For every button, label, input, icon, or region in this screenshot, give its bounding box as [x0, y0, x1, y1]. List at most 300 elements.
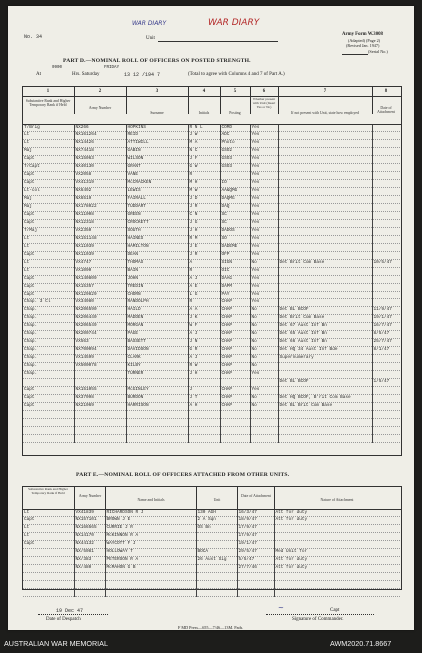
posted-cell: CHAP — [220, 347, 250, 355]
posted-cell: T/Brig — [23, 125, 74, 132]
posted-cell: Chap. — [23, 347, 74, 355]
posted-cell: HOPKINS — [126, 125, 188, 132]
posted-cell: J F — [188, 156, 220, 164]
posted-cell — [372, 251, 400, 259]
posted-cell: No — [250, 323, 278, 331]
posted-row — [23, 125, 400, 132]
posted-cell: Yes — [250, 188, 278, 196]
posted-cell: J H — [188, 227, 220, 235]
posted-cell: Capt — [23, 219, 74, 227]
signature-underline — [266, 614, 374, 615]
attached-row — [23, 525, 400, 533]
posted-row — [23, 355, 400, 363]
header-employment: If not present with Unit, state how employed — [291, 111, 359, 115]
attached-row — [23, 557, 400, 565]
attached-cell — [105, 581, 196, 589]
posted-cell: Photo — [220, 140, 250, 148]
posted-cell: VANE — [126, 172, 188, 180]
posted-cell — [220, 418, 250, 426]
attached-cell — [74, 573, 105, 581]
posted-cell: J H — [188, 371, 220, 379]
posted-cell — [250, 434, 278, 442]
form-number: Army Form W.3008 — [342, 32, 383, 37]
posted-cell — [23, 410, 74, 418]
posted-cell: REID — [126, 132, 188, 140]
posted-cell: A H — [188, 402, 220, 410]
posted-cell: Capt — [23, 251, 74, 259]
posted-cell — [278, 148, 372, 156]
form-revised: (Revised Jan. 1947) — [346, 43, 380, 48]
attached-cell: Att for duty — [274, 517, 400, 525]
posted-row — [23, 299, 400, 307]
posted-row — [23, 148, 400, 156]
posted-cell: THOMAS — [126, 259, 188, 267]
posted-cell: NX129829 — [74, 291, 126, 299]
posted-cell: Det 66 Aust Inf Bn — [278, 339, 372, 347]
posted-row — [23, 323, 400, 331]
colnum-4: 4 — [202, 89, 206, 94]
posted-cell: Lt — [23, 235, 74, 243]
handwritten-note: WAR DIARY — [132, 20, 167, 27]
posted-cell: McGINLEY — [126, 386, 188, 394]
posted-cell — [372, 363, 400, 371]
attached-cell: 2 A Sqn — [196, 517, 237, 525]
posted-cell: CHAP — [220, 402, 250, 410]
posted-cell: DADEME — [220, 243, 250, 251]
posted-cell: BAIN — [126, 267, 188, 275]
posted-cell — [74, 410, 126, 418]
posted-cell: R N L — [188, 125, 220, 132]
posted-cell: CHAP — [220, 307, 250, 315]
date-value: 13 12 /194 7 — [124, 72, 161, 78]
posted-cell — [74, 379, 126, 387]
posted-cell — [23, 379, 74, 387]
posted-cell: NX206590 — [74, 307, 126, 315]
colnum-3: 3 — [155, 89, 159, 94]
vrule-7 — [372, 86, 373, 114]
posted-cell: VX500078 — [74, 363, 126, 371]
posted-cell: Yes — [250, 156, 278, 164]
posted-cell — [126, 418, 188, 426]
posted-cell: N C — [188, 148, 220, 156]
posted-row — [23, 251, 400, 259]
posted-cell: Capt — [23, 180, 74, 188]
e-header-rank: Substantive Rank and Higher Temporary Rank if Held — [28, 487, 68, 495]
posted-row — [23, 227, 400, 235]
posted-cell — [372, 188, 400, 196]
posted-cell: 1/5/47 — [372, 379, 400, 387]
attached-cell — [23, 573, 74, 581]
posted-cell — [188, 434, 220, 442]
posted-row — [23, 410, 400, 418]
posted-cell: J — [188, 386, 220, 394]
e-header-date: Date of Attachment — [241, 494, 271, 498]
e-vrule-5 — [274, 486, 275, 509]
header-surname: Surname — [150, 111, 164, 115]
posted-cell: KILBY — [126, 363, 188, 371]
posted-row — [23, 379, 400, 387]
colnum-6: 6 — [262, 89, 266, 94]
attached-cell — [274, 589, 400, 597]
posted-cell — [278, 188, 372, 196]
posted-cell: SIGN — [220, 259, 250, 267]
header-present: Whether present with Unit (Insert Yes or No) — [252, 97, 276, 109]
posted-row — [23, 402, 400, 410]
posted-cell — [126, 426, 188, 434]
posted-cell: NX11039 — [74, 243, 126, 251]
attached-cell: 18/9/47 — [237, 517, 274, 525]
posted-cell: Lt — [23, 243, 74, 251]
posted-cell: BASSETT — [126, 339, 188, 347]
day-value: FRIDAY — [104, 66, 120, 70]
posted-cell — [278, 426, 372, 434]
serial-number: (Serial No.) — [368, 49, 388, 54]
attached-cell: Lt — [23, 533, 74, 541]
attached-cell — [196, 541, 237, 549]
posted-cell: SC — [220, 219, 250, 227]
posted-cell: NX6492 — [74, 188, 126, 196]
posted-cell — [278, 140, 372, 148]
posted-cell: FAIRALL — [126, 196, 188, 204]
posted-cell — [74, 418, 126, 426]
e-vrule-4 — [237, 486, 238, 509]
posted-cell: Det BL BCOF — [278, 307, 372, 315]
posted-cell — [372, 156, 400, 164]
posted-cell — [278, 275, 372, 283]
posted-cell: Det 65 Aust Inf Bn — [278, 331, 372, 339]
posted-cell: DADOS — [220, 227, 250, 235]
attached-cell: 130 AGH — [196, 510, 237, 517]
posted-cell: 8/1/47 — [372, 347, 400, 355]
posted-cell: L G — [188, 291, 220, 299]
attached-row — [23, 517, 400, 525]
posted-cell — [278, 251, 372, 259]
posted-cell — [278, 132, 372, 140]
posted-cell — [188, 418, 220, 426]
posted-cell — [278, 196, 372, 204]
posted-cell: Chap. — [23, 355, 74, 363]
posted-cell: Chap. — [23, 371, 74, 379]
posted-cell — [250, 410, 278, 418]
posted-cell: RANDOLPH — [126, 299, 188, 307]
posted-row — [23, 347, 400, 355]
attached-cell: NX157101 — [74, 517, 105, 525]
posted-cell: HAILD — [126, 307, 188, 315]
posted-cell: CHAP — [220, 394, 250, 402]
posted-cell: No — [250, 394, 278, 402]
posted-cell: No — [250, 402, 278, 410]
attached-cell: VX41839 — [74, 510, 105, 517]
attached-cell: Att for duty — [274, 565, 400, 573]
posted-cell: DAPM — [220, 283, 250, 291]
posted-cell — [126, 434, 188, 442]
posted-cell: VX34980 — [74, 299, 126, 307]
posted-cell: Yes — [250, 180, 278, 188]
posted-cell: DAAG — [220, 275, 250, 283]
posted-cell: 19/1/47 — [372, 315, 400, 323]
posted-cell: No — [250, 315, 278, 323]
posted-cell: Capt — [23, 386, 74, 394]
attached-cell: Att for duty — [274, 510, 400, 517]
posted-cell: J R — [188, 251, 220, 259]
posted-cell: NX11039 — [74, 251, 126, 259]
posted-cell: GREEN — [126, 211, 188, 219]
posted-cell: Chap. — [23, 307, 74, 315]
posted-cell — [372, 267, 400, 275]
posted-cell: Det 67 Aust Inf Bn — [278, 323, 372, 331]
document-sheet — [8, 6, 414, 630]
attached-cell: PETERSON R A — [105, 557, 196, 565]
posted-cell: NX140809 — [74, 275, 126, 283]
posted-cell: 11/9/47 — [372, 307, 400, 315]
posted-cell: Chap. — [23, 323, 74, 331]
posted-cell: Det HQ BCOF, B'rit Com Base — [278, 394, 372, 402]
posted-cell — [372, 204, 400, 212]
posted-cell — [23, 434, 74, 442]
vrule-3 — [188, 86, 189, 114]
posted-cell: CHAP — [220, 331, 250, 339]
posted-cell: COMD — [220, 125, 250, 132]
posted-cell: Capt — [23, 291, 74, 299]
posted-cell: NX40130 — [74, 164, 126, 172]
posted-cell — [278, 125, 372, 132]
attached-cell — [274, 533, 400, 541]
posted-row — [23, 188, 400, 196]
posted-cell: VX2350 — [74, 227, 126, 235]
posted-cell — [372, 386, 400, 394]
posted-cell: Maj — [23, 148, 74, 156]
posted-cell — [278, 434, 372, 442]
attached-cell: 27/7/46 — [237, 565, 274, 573]
posted-cell: Yes — [250, 164, 278, 172]
despatch-underline — [38, 614, 108, 615]
posted-row — [23, 164, 400, 172]
attached-cell: Att for duty — [274, 557, 400, 565]
posted-row — [23, 426, 400, 434]
posted-cell — [278, 410, 372, 418]
posted-cell: NX178022 — [74, 204, 126, 212]
posted-cell: McCRACKEN — [126, 180, 188, 188]
posted-cell — [278, 386, 372, 394]
posted-cell — [372, 291, 400, 299]
attached-cell — [23, 557, 74, 565]
attached-cell: Capt — [23, 517, 74, 525]
posted-cell — [250, 426, 278, 434]
unit-prefix: No. 34 — [24, 34, 43, 40]
posted-cell: Yes — [250, 251, 278, 259]
posted-cell — [278, 267, 372, 275]
posted-cell: PAY — [220, 291, 250, 299]
posted-cell: No — [250, 355, 278, 363]
posted-cell: J E — [188, 243, 220, 251]
posted-cell: SC — [220, 211, 250, 219]
header-army-number: Army Number — [88, 106, 112, 110]
attached-cell: 26 Aust Sig — [196, 557, 237, 565]
posted-cell — [278, 156, 372, 164]
posted-row — [23, 291, 400, 299]
posted-cell: J G — [188, 219, 220, 227]
posted-cell: Chap. — [23, 315, 74, 323]
posted-cell — [220, 379, 250, 387]
total-note: (Total to agree with Columns 4 and 7 of Part A.) — [188, 72, 285, 77]
posted-cell: G W — [188, 164, 220, 172]
posted-cell: NX200744 — [74, 331, 126, 339]
posted-row — [23, 219, 400, 227]
posted-cell: Chap. — [23, 331, 74, 339]
posted-row — [23, 434, 400, 442]
despatch-date: 19 Dec 47 — [56, 608, 84, 614]
attached-cell — [274, 581, 400, 589]
posted-cell: Yes — [250, 235, 278, 243]
form-adapted: (Adapted) (Page 2) — [348, 38, 381, 43]
posted-cell: VX14599 — [74, 355, 126, 363]
vrule-6 — [278, 86, 279, 114]
posted-cell: Yes — [250, 243, 278, 251]
posted-cell — [250, 418, 278, 426]
posted-cell: Capt — [23, 172, 74, 180]
posted-cell — [188, 379, 220, 387]
posted-cell: CHAP — [220, 299, 250, 307]
attached-cell — [274, 573, 400, 581]
posted-cell: GRANT — [126, 164, 188, 172]
posted-cell — [372, 227, 400, 235]
caption-left: AUSTRALIAN WAR MEMORIAL — [4, 639, 108, 648]
posted-cell: Chap. — [23, 339, 74, 347]
attached-cell: McMAHON G B — [105, 565, 196, 573]
posted-cell: Capt — [23, 283, 74, 291]
posted-cell — [372, 410, 400, 418]
posted-cell: J R — [188, 204, 220, 212]
posted-row — [23, 331, 400, 339]
posted-cell — [220, 434, 250, 442]
posted-row — [23, 180, 400, 188]
posted-cell: Yes — [250, 148, 278, 156]
part-d-title: PART D.—NOMINAL ROLL OF OFFICERS ON POSTED STRENGTH. — [63, 58, 251, 64]
posted-cell: Capt — [23, 275, 74, 283]
hrs-label: Hrs. Saturday — [72, 72, 100, 77]
posted-cell: VX41319 — [74, 180, 126, 188]
header-rank: Substantive Rank and Higher Temporary Rank if Held — [25, 99, 71, 108]
attached-cell: 17/9/47 — [237, 533, 274, 541]
posted-cell: BURDON — [126, 394, 188, 402]
posted-cell: R W — [188, 363, 220, 371]
posted-row — [23, 394, 400, 402]
posted-cell: A J — [188, 355, 220, 363]
posted-row — [23, 307, 400, 315]
posted-cell: Yes — [250, 132, 278, 140]
posted-cell — [372, 394, 400, 402]
posted-cell: CHAP — [220, 323, 250, 331]
posted-cell — [74, 371, 126, 379]
posted-cell: Lt — [23, 267, 74, 275]
posted-cell: Det BL Brit Com Base — [278, 402, 372, 410]
posted-cell — [23, 418, 74, 426]
posted-row — [23, 315, 400, 323]
posted-cell: R — [188, 172, 220, 180]
e-vrule-3 — [196, 486, 197, 509]
posted-cell — [372, 196, 400, 204]
posted-cell: Yes — [250, 204, 278, 212]
posted-cell: CHAP — [220, 355, 250, 363]
posted-cell — [278, 418, 372, 426]
posted-cell — [372, 418, 400, 426]
attached-cell — [196, 533, 237, 541]
posted-cell: T/Maj — [23, 227, 74, 235]
attached-cell — [274, 541, 400, 549]
posted-cell — [278, 227, 372, 235]
posted-cell: CHAP — [220, 363, 250, 371]
posted-cell: NX151148 — [74, 235, 126, 243]
posted-cell: GSO3 — [220, 156, 250, 164]
posted-cell: Yes — [250, 140, 278, 148]
posted-cell: ATTIWILL — [126, 140, 188, 148]
posted-row — [23, 196, 400, 204]
posted-cell: C N — [188, 211, 220, 219]
posted-cell: Capt — [23, 402, 74, 410]
posted-cell: NX266 — [74, 125, 126, 132]
posted-cell: 10/5/47 — [372, 259, 400, 267]
posted-cell — [23, 426, 74, 434]
posted-cell: NX206549 — [74, 323, 126, 331]
posted-cell: WILSON — [126, 156, 188, 164]
posted-cell — [126, 379, 188, 387]
posted-cell: CHORN — [126, 291, 188, 299]
attached-cell: Lt — [23, 510, 74, 517]
posted-cell: OIC — [220, 267, 250, 275]
posted-cell: NX700094 — [74, 347, 126, 355]
posted-cell: CROCKETT — [126, 219, 188, 227]
posted-cell: Yes — [250, 172, 278, 180]
posted-cell: Lt-col — [23, 188, 74, 196]
posted-cell — [278, 204, 372, 212]
attached-row — [23, 549, 400, 557]
posted-cell: 25/7/47 — [372, 339, 400, 347]
attached-row — [23, 565, 400, 573]
posted-cell: A J — [188, 331, 220, 339]
posted-cell: W F — [188, 323, 220, 331]
posted-cell: NX21069 — [74, 402, 126, 410]
attached-row — [23, 541, 400, 549]
unit-label: Unit — [146, 36, 155, 41]
vrule-5 — [250, 86, 251, 114]
attached-cell: NX166565 — [74, 525, 105, 533]
attached-cell: OS Bn — [196, 525, 237, 533]
posted-cell: Yes — [250, 227, 278, 235]
header-initials: Initials — [198, 111, 210, 115]
posted-cell — [220, 172, 250, 180]
posted-cell: Det BL BCOF — [278, 379, 372, 387]
posted-cell: HARRISON — [126, 402, 188, 410]
attached-cell: Capt — [23, 541, 74, 549]
posted-row — [23, 371, 400, 379]
posted-cell: NX15357 — [74, 283, 126, 291]
posted-cell: M H — [188, 180, 220, 188]
attached-cell: Med Unit for — [274, 549, 400, 557]
posted-cell: ADC — [220, 132, 250, 140]
attached-cell: 17/9/47 — [237, 525, 274, 533]
posted-cell: PAGE — [126, 331, 188, 339]
posted-cell: Yes — [250, 219, 278, 227]
posted-cell — [278, 235, 372, 243]
posted-cell: Capt — [23, 211, 74, 219]
posted-row — [23, 132, 400, 140]
attached-cell: 16/3/47 — [237, 510, 274, 517]
posted-cell: MADDEN — [126, 315, 188, 323]
posted-cell: CHAP — [220, 386, 250, 394]
posted-cell — [372, 211, 400, 219]
vrule-4 — [220, 86, 221, 114]
posted-cell: VX1090 — [74, 267, 126, 275]
